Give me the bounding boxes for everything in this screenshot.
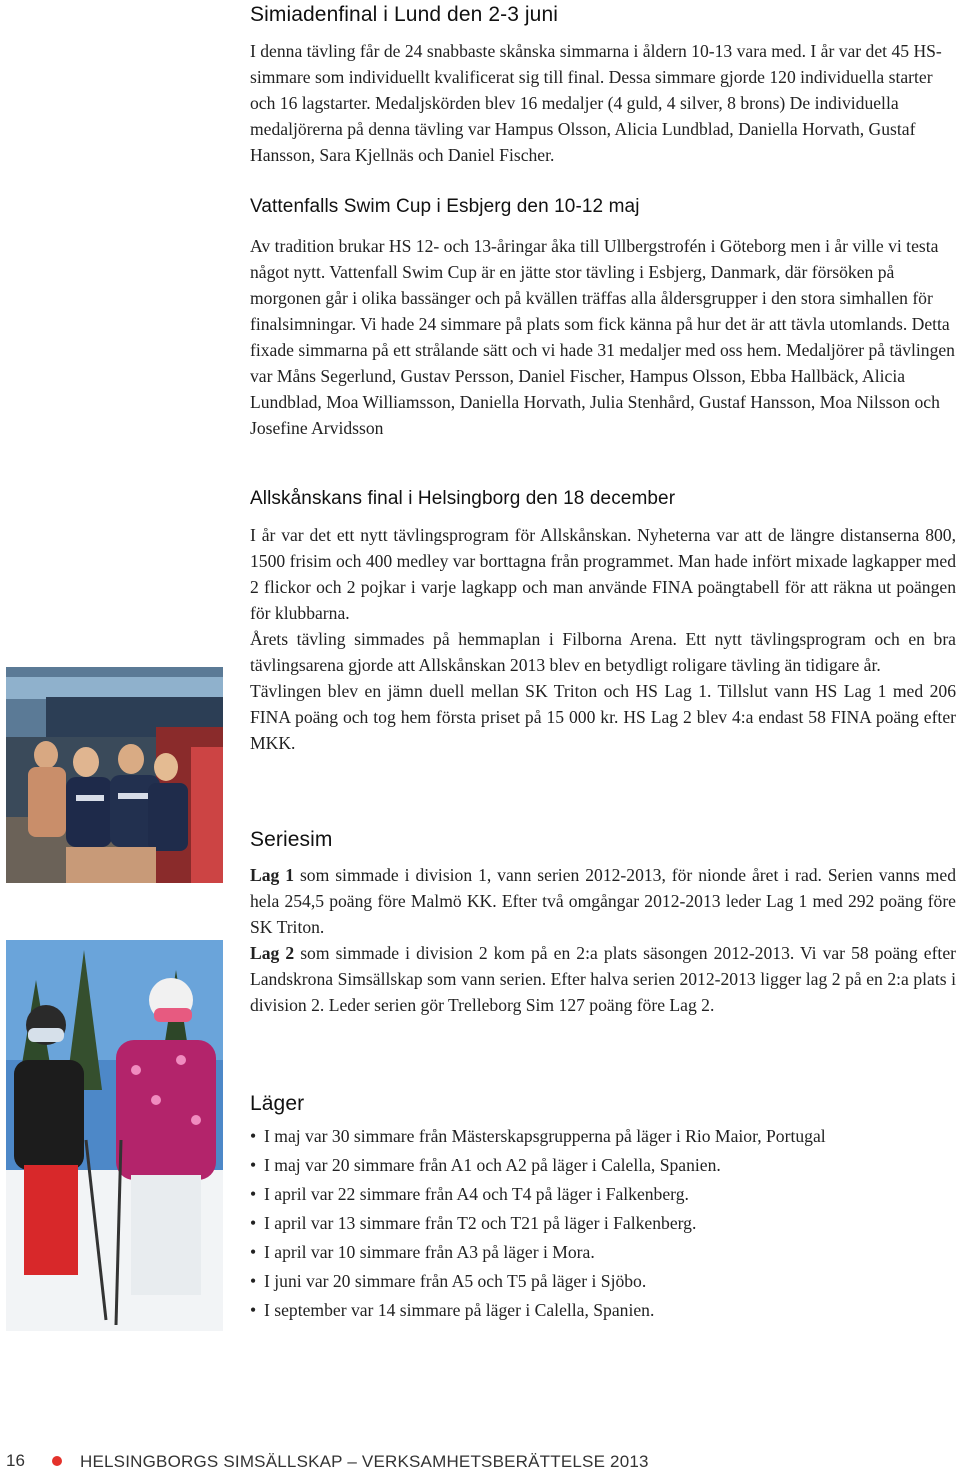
list-item: • I april var 10 simmare från A3 på läger i Mora. xyxy=(250,1238,956,1267)
swimmers-photo xyxy=(6,667,223,883)
list-item: • I juni var 20 simmare från A5 och T5 på läger i Sjöbo. xyxy=(250,1267,956,1296)
list-item: • I april var 13 simmare från T2 och T21 på läger i Falkenberg. xyxy=(250,1209,956,1238)
section-vattenfalls-swim-cup xyxy=(250,194,956,441)
section-paragraph: Av tradition brukar HS 12- och 13-åringar åka till Ullbergstrofén i Göteborg men i år ville vi testa något nytt. Vattenfall Swim Cup är en jätte stor tävling i Esbjerg, Danmark, där försöken på morgonen går i olika bassänger och på kvällen träffas alla åldersgrupper i den stora simhallen för finalsimningar. Vi hade 24 simmare på plats som fick känna på hur det är att tävla utomlands. Detta fixade simmarna på ett strålande sätt och vi hade 31 medaljer med oss hem. Medaljörer på tävlingen var Måns Segerlund, Gustav Persson, Daniel Fischer, Hampus Olsson, Ebba Hallbäck, Alicia Lundblad, Moa Williamsson, Daniella Horvath, Julia Stenhård, Gustaf Hansson, Moa Nilsson och Josefine Arvidsson xyxy=(250,236,955,438)
team-label: Lag 1 xyxy=(250,865,295,885)
section-heading: Läger xyxy=(250,1092,305,1115)
footer-title: HELSINGBORGS SIMSÄLLSKAP – VERKSAMHETSBERÄTTELSE 2013 xyxy=(80,1452,649,1471)
list-item: • I april var 22 simmare från A4 och T4 på läger i Falkenberg. xyxy=(250,1180,956,1209)
section-lager xyxy=(250,1090,956,1325)
camp-list xyxy=(250,1122,956,1325)
footer-dot xyxy=(52,1456,62,1466)
skiers-photo xyxy=(6,940,223,1331)
section-paragraph: Tävlingen blev en jämn duell mellan SK Triton och HS Lag 1. Tillslut vann HS Lag 1 med 206 FINA poäng och tog hem första priset på 15 000 kr. HS Lag 2 blev 4:a endast 58 FINA poäng efter MKK. xyxy=(250,681,956,753)
section-paragraph: I denna tävling får de 24 snabbaste skånska simmarna i åldern 10-13 vara med. I år var det 45 HS-simmare som individuellt kvalificerat sig till final. Dessa simmare gjorde 120 individuella starter och 16 lagstarter. Medaljskörden blev 16 medaljer (4 guld, 4 silver, 8 brons) De individuella medaljörerna på denna tävling var Hampus Olsson, Alicia Lundblad, Daniella Horvath, Gustaf Hansson, Sara Kjellnäs och Daniel Fischer. xyxy=(250,41,942,165)
list-item: • I maj var 30 simmare från Mästerskapsgrupperna på läger i Rio Maior, Portugal xyxy=(250,1122,956,1151)
list-item: • I september var 14 simmare på läger i Calella, Spanien. xyxy=(250,1296,956,1325)
section-heading: Vattenfalls Swim Cup i Esbjerg den 10-12 maj xyxy=(250,196,640,217)
section-simiadenfinal xyxy=(250,2,956,168)
section-paragraph xyxy=(250,862,956,940)
section-seriesim xyxy=(250,826,956,1018)
paragraph-text: som simmade i division 1, vann serien 2012-2013, för nionde året i rad. Serien vanns med hela 254,5 poäng före Malmö KK. Efter två omgångar 2012-2013 leder Lag 1 med 292 poäng före SK Triton. xyxy=(250,865,956,937)
paragraph-text: som simmade i division 2 kom på en 2:a plats säsongen 2012-2013. Vi var 58 poäng efter Landskrona Simsällskap som vann serien. Efter halva serien 2012-2013 ligger lag 2 på en 2:a plats i division 2. Leder serien gör Trelleborg Sim 127 poäng före Lag 2. xyxy=(250,943,956,1015)
section-heading: Seriesim xyxy=(250,828,333,851)
section-heading: Simiadenfinal i Lund den 2-3 juni xyxy=(250,3,559,26)
team-label: Lag 2 xyxy=(250,943,295,963)
section-paragraph: Årets tävling simmades på hemmaplan i Filborna Arena. Ett nytt tävlingsprogram och en bra tävlingsarena gjorde att Allskånskan 2013 blev en betydligt roligare tävling än tidigare år. xyxy=(250,629,956,675)
list-item: • I maj var 20 simmare från A1 och A2 på läger i Calella, Spanien. xyxy=(250,1151,956,1180)
section-paragraph: I år var det ett nytt tävlingsprogram för Allskånskan. Nyheterna var att de längre distanserna 800, 1500 frisim och 400 medley var borttagna från programmet. Man hade infört mixade lagkapper med 2 flickor och 2 pojkar i varje lagkapp och man använde FINA poängtabell för att räkna ut poängen för klubbarna. xyxy=(250,525,956,623)
section-heading: Allskånskans final i Helsingborg den 18 december xyxy=(250,488,676,509)
section-allskanskans-final xyxy=(250,486,956,756)
page-number: 16 xyxy=(6,1451,25,1470)
section-paragraph xyxy=(250,940,956,1018)
